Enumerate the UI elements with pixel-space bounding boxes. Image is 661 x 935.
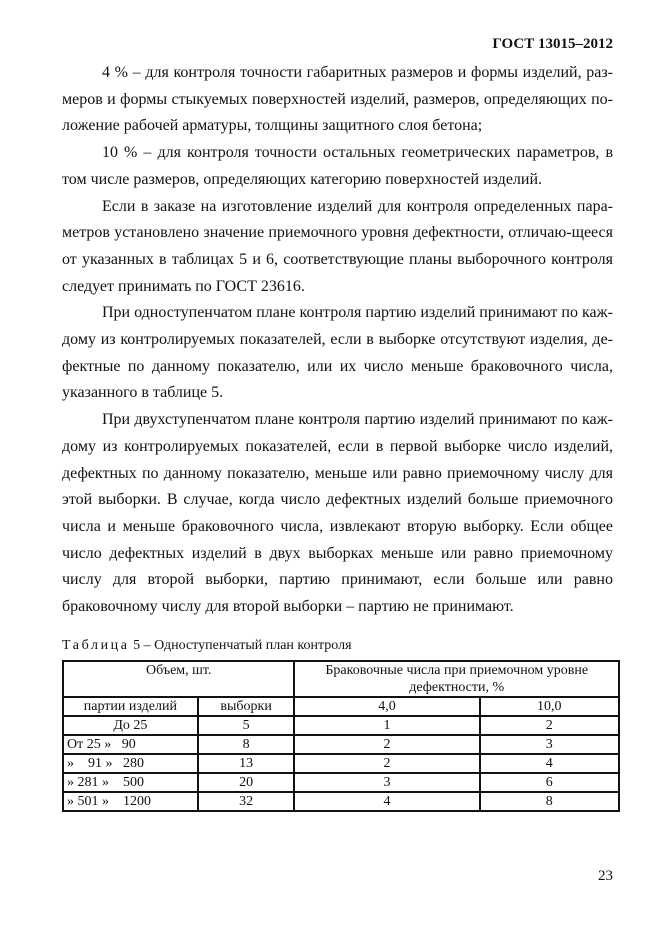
header-lot-size: партии изделий <box>63 697 198 716</box>
header-volume: Объем, шт. <box>63 661 294 697</box>
cell-lot: » 91 » 280 <box>63 754 198 773</box>
header-aql-4: 4,0 <box>294 697 479 716</box>
table-caption-label: Таблица <box>62 638 130 653</box>
cell-aql-10: 4 <box>480 754 619 773</box>
cell-aql-4: 1 <box>294 716 479 735</box>
cell-aql-10: 3 <box>480 735 619 754</box>
cell-aql-4: 2 <box>294 735 479 754</box>
table-group-header-row <box>63 661 619 697</box>
paragraph-double-stage: При двухступенчатом плане контроля партию изделий принимают по каждому из контролируемых показателей, если в первой выборке число изделий, дефектных по данному показателю, меньше или равно приемочному числу для этой выборки. В случае, когда число дефектных изделий больше приемочного числа и меньше браковочного числа, извлекают вторую выборку. Если общее число дефектных изделий в двух выборках меньше или равно приемочному числу для второй выборки, партию принимают, если больше или равно браковочному числу для второй выборки – партию не принимают. <box>62 411 613 616</box>
cell-lot: От 25 » 90 <box>63 735 198 754</box>
paragraph-4-percent: 4 % – для контроля точности габаритных размеров и формы изделий, размеров и формы стыкуемых поверхностей изделий, размеров, определяющих положение рабочей арматуры, толщины защитного слоя бетона; <box>62 64 613 135</box>
table-row <box>63 754 619 773</box>
table-caption <box>62 637 352 655</box>
table-caption-number: 5 <box>133 638 141 653</box>
header-sample-size: выборки <box>198 697 295 716</box>
header-aql-10: 10,0 <box>480 697 619 716</box>
header-rejection-numbers: Браковочные числа при приемочном уровне дефектности, % <box>294 661 619 697</box>
table-sub-header-row <box>63 697 619 716</box>
cell-lot: До 25 <box>63 716 198 735</box>
cell-aql-4: 2 <box>294 754 479 773</box>
table-row <box>63 792 619 811</box>
cell-aql-10: 6 <box>480 773 619 792</box>
page-number: 23 <box>598 868 613 884</box>
paragraph-10-percent: 10 % – для контроля точности остальных геометрических параметров, в том числе размеров, определяющих категорию поверхностей изделий. <box>62 144 613 188</box>
cell-sample: 20 <box>198 773 295 792</box>
standard-designation: ГОСТ 13015–2012 <box>492 36 613 52</box>
cell-sample: 32 <box>198 792 295 811</box>
cell-aql-10: 8 <box>480 792 619 811</box>
table-caption-title: – Одноступенчатый план контроля <box>143 638 352 653</box>
paragraph-order-aql: Если в заказе на изготовление изделий для контроля определенных параметров установлено значение приемочного уровня дефектности, отличаю-щееся от указанных в таблицах 5 и 6, соответствующие планы выборочного контроля следует принимать по ГОСТ 23616. <box>62 197 613 295</box>
cell-aql-4: 4 <box>294 792 479 811</box>
table-row <box>63 773 619 792</box>
cell-lot: » 501 » 1200 <box>63 792 198 811</box>
cell-lot: » 281 » 500 <box>63 773 198 792</box>
cell-sample: 8 <box>198 735 295 754</box>
cell-sample: 5 <box>198 716 295 735</box>
document-header <box>492 36 613 53</box>
table-row <box>63 716 619 735</box>
cell-aql-10: 2 <box>480 716 619 735</box>
single-stage-control-table <box>62 660 620 812</box>
cell-aql-4: 3 <box>294 773 479 792</box>
paragraph-single-stage: При одноступенчатом плане контроля партию изделий принимают по каждому из контролируемых показателей, если в выборке отсутствуют изделия, дефектные по данному показателю, или их число меньше браковочного числа, указанного в таблице 5. <box>62 304 613 402</box>
table-row <box>63 735 619 754</box>
body-text <box>62 60 613 621</box>
cell-sample: 13 <box>198 754 295 773</box>
